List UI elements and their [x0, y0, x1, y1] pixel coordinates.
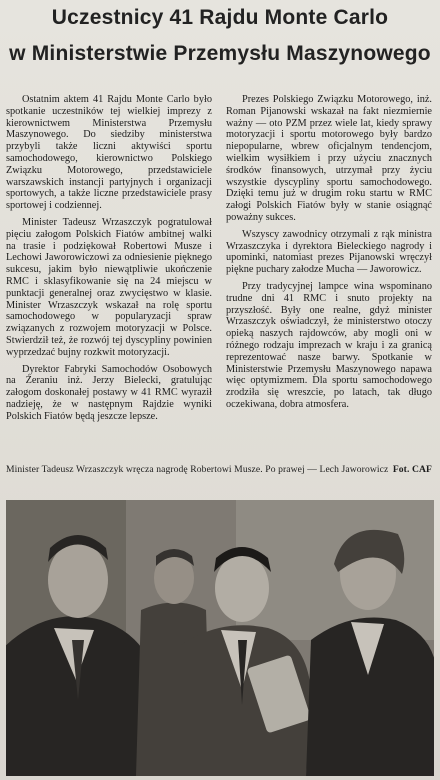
- photo-illustration: [6, 500, 434, 776]
- article-left-column: [6, 94, 212, 428]
- photo-caption: [6, 464, 432, 476]
- photo-grain-overlay: [6, 500, 434, 776]
- paragraph: Prezes Polskiego Związku Motorowego, inż. Roman Pijanowski wskazał na fakt niezmiernie ważny — oto PZM przez wiele lat, kiedy sprawy motoryzacji i sportu motorowego były bardzo niepopularne, wbrew oficjalnym tendencjom, wielkim wysiłkiem i przy użyciu znacznych środków finansowych, utrzymał przy życiu wszystkie dyscypliny sportu samochodowego. Dzięki temu już w drugim roku startu w RMC załogi Polskich Fiatów były w stanie osiągnąć poważny sukces.: [226, 94, 432, 223]
- paragraph: Wszyscy zawodnicy otrzymali z rąk ministra Wrzaszczyka i dyrektora Bieleckiego nagrody i upominki, natomiast prezes Pijanowski wręczył piękne puchary załodze Mucha — Jaworowicz.: [226, 228, 432, 276]
- paragraph: Dyrektor Fabryki Samochodów Osobowych na Żeraniu inż. Jerzy Bielecki, gratulując załogom doskonałej postawy w 41 RMC wyraził nadzieję, że w następnym Rajdzie wyniki Polskich Fiatów będą jeszcze lepsze.: [6, 363, 212, 422]
- press-photo: [6, 500, 434, 776]
- paragraph: Minister Tadeusz Wrzaszczyk pogratulował pięciu załogom Polskich Fiatów ambitnej walki na trasie i podziękował Robertowi Musze i Lechowi Jaworowiczowi za odniesienie pięknego sukcesu, jakim było niewątpliwie ukończenie RMC i sklasyfikowanie się na 24 miejscu w punktacji generalnej oraz zwycięstwo w klasie. Minister Wrzaszczyk wskazał na rolę sportu samochodowego w popularyzacji spraw związanych z rozwojem motoryzacji w Polsce. Stwierdził też, że rozwój tej dyscypliny powinien wyprzedzać bujny rozkwit motoryzacji.: [6, 216, 212, 358]
- article-right-column: [226, 94, 432, 416]
- headline-line-1: Uczestnicy 41 Rajdu Monte Carlo: [51, 6, 389, 29]
- article-headline: [0, 0, 440, 78]
- headline-line-2: w Ministerstwie Przemysłu Maszynowego: [9, 42, 431, 65]
- paragraph: Przy tradycyjnej lampce wina wspominano trudne dni 41 RMC i snuto projekty na przyszłość. Były one realne, gdyż minister Wrzaszczyk oświadczył, że ministerstwo otoczy opieką naszych rajdowców, aby mogli oni w różnego rodzaju imprezach w kraju i za granicą reprezentować nasze barwy. Spotkanie w Ministerstwie Przemysłu Maszynowego napawa więc optymizmem. Dla sportu samochodowego zrodziła się wreszcie, po latach, tak długo oczekiwana, dobra atmosfera.: [226, 280, 432, 410]
- paragraph: Ostatnim aktem 41 Rajdu Monte Carlo było spotkanie uczestników tej wielkiej imprezy z kierownictwem Ministerstwa Przemysłu Maszynowego. Do siedziby ministerstwa przybyli także liczni aktywiści sportu samochodowego, kierownictwo Polskiego Związku Motorowego, przedstawiciele warszawskich instancji partyjnych i organizacji sportowych, a także liczne przedstawiciele prasy sportowej i codziennej.: [6, 94, 212, 212]
- caption-text: Minister Tadeusz Wrzaszczyk wręcza nagrodę Robertowi Musze. Po prawej — Lech Jaworowicz: [6, 464, 389, 475]
- photo-credit: Fot. CAF: [392, 464, 432, 475]
